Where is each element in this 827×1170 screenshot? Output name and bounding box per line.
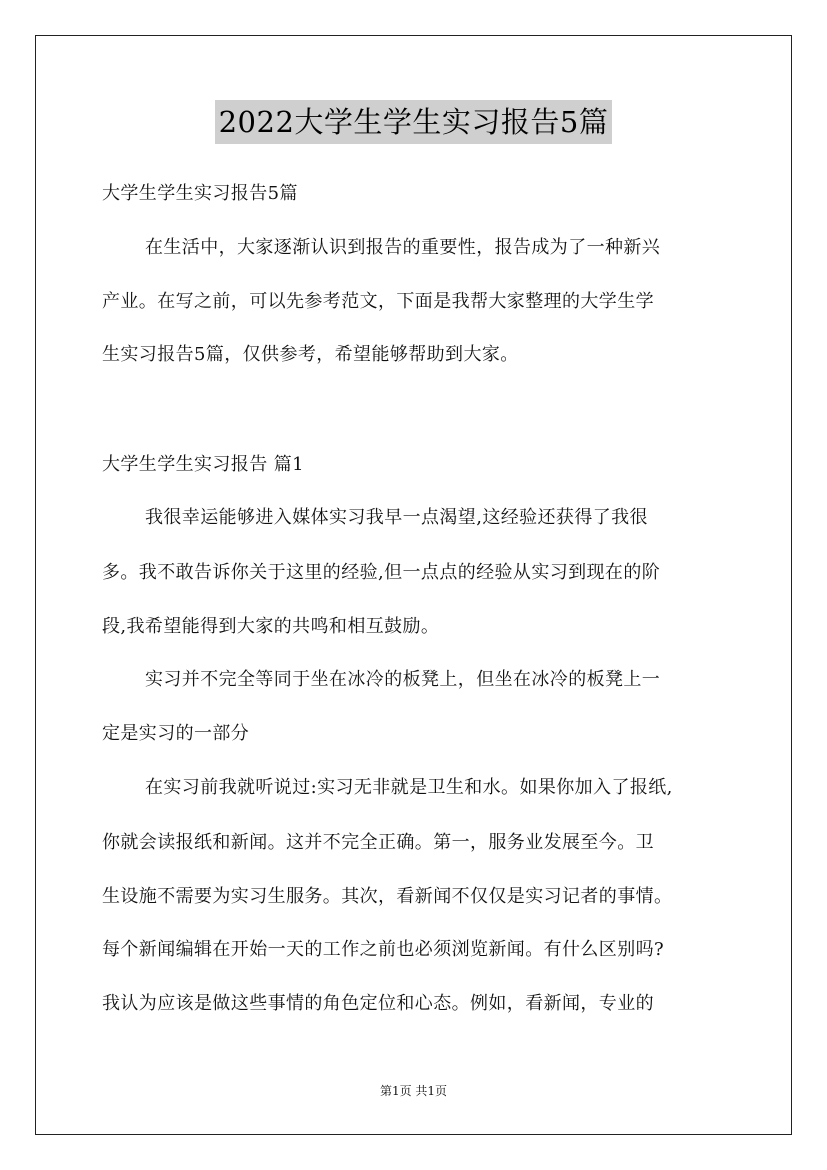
paragraph-line: 我很幸运能够进入媒体实习我早一点渴望,这经验还获得了我很 [145,507,648,528]
paragraph-line: 段,我希望能得到大家的共鸣和相互鼓励。 [102,616,440,637]
paragraph-line: 产业。在写之前，可以先参考范文，下面是我帮大家整理的大学生学 [102,291,654,312]
paragraph-line: 生设施不需要为实习生服务。其次，看新闻不仅仅是实习记者的事情。 [102,886,673,907]
paragraph-line: 每个新闻编辑在开始一天的工作之前也必须浏览新闻。有什么区别吗? [102,939,665,960]
paragraph-line: 在实习前我就听说过:实习无非就是卫生和水。如果你加入了报纸, [145,777,673,798]
section-heading: 大学生学生实习报告 篇1 [102,454,304,475]
subtitle: 大学生学生实习报告5篇 [102,183,298,204]
paragraph-line: 我认为应该是做这些事情的角色定位和心态。例如，看新闻，专业的 [102,993,654,1014]
page-footer: 第1页 共1页 [379,1084,448,1098]
paragraph-line: 定是实习的一部分 [102,723,250,744]
paragraph-line: 在生活中，大家逐渐认识到报告的重要性，报告成为了一种新兴 [145,237,661,258]
paragraph-line: 你就会读报纸和新闻。这并不完全正确。第一，服务业发展至今。卫 [102,832,654,853]
paragraph-line: 生实习报告5篇，仅供参考，希望能够帮助到大家。 [102,344,519,365]
document-title: 2022大学生学生实习报告5篇 [215,100,613,144]
paragraph-line: 多。我不敢告诉你关于这里的经验,但一点点的经验从实习到现在的阶 [102,562,661,583]
paragraph-line: 实习并不完全等同于坐在冰冷的板凳上，但坐在冰冷的板凳上一 [145,669,661,690]
title-container [0,100,827,144]
